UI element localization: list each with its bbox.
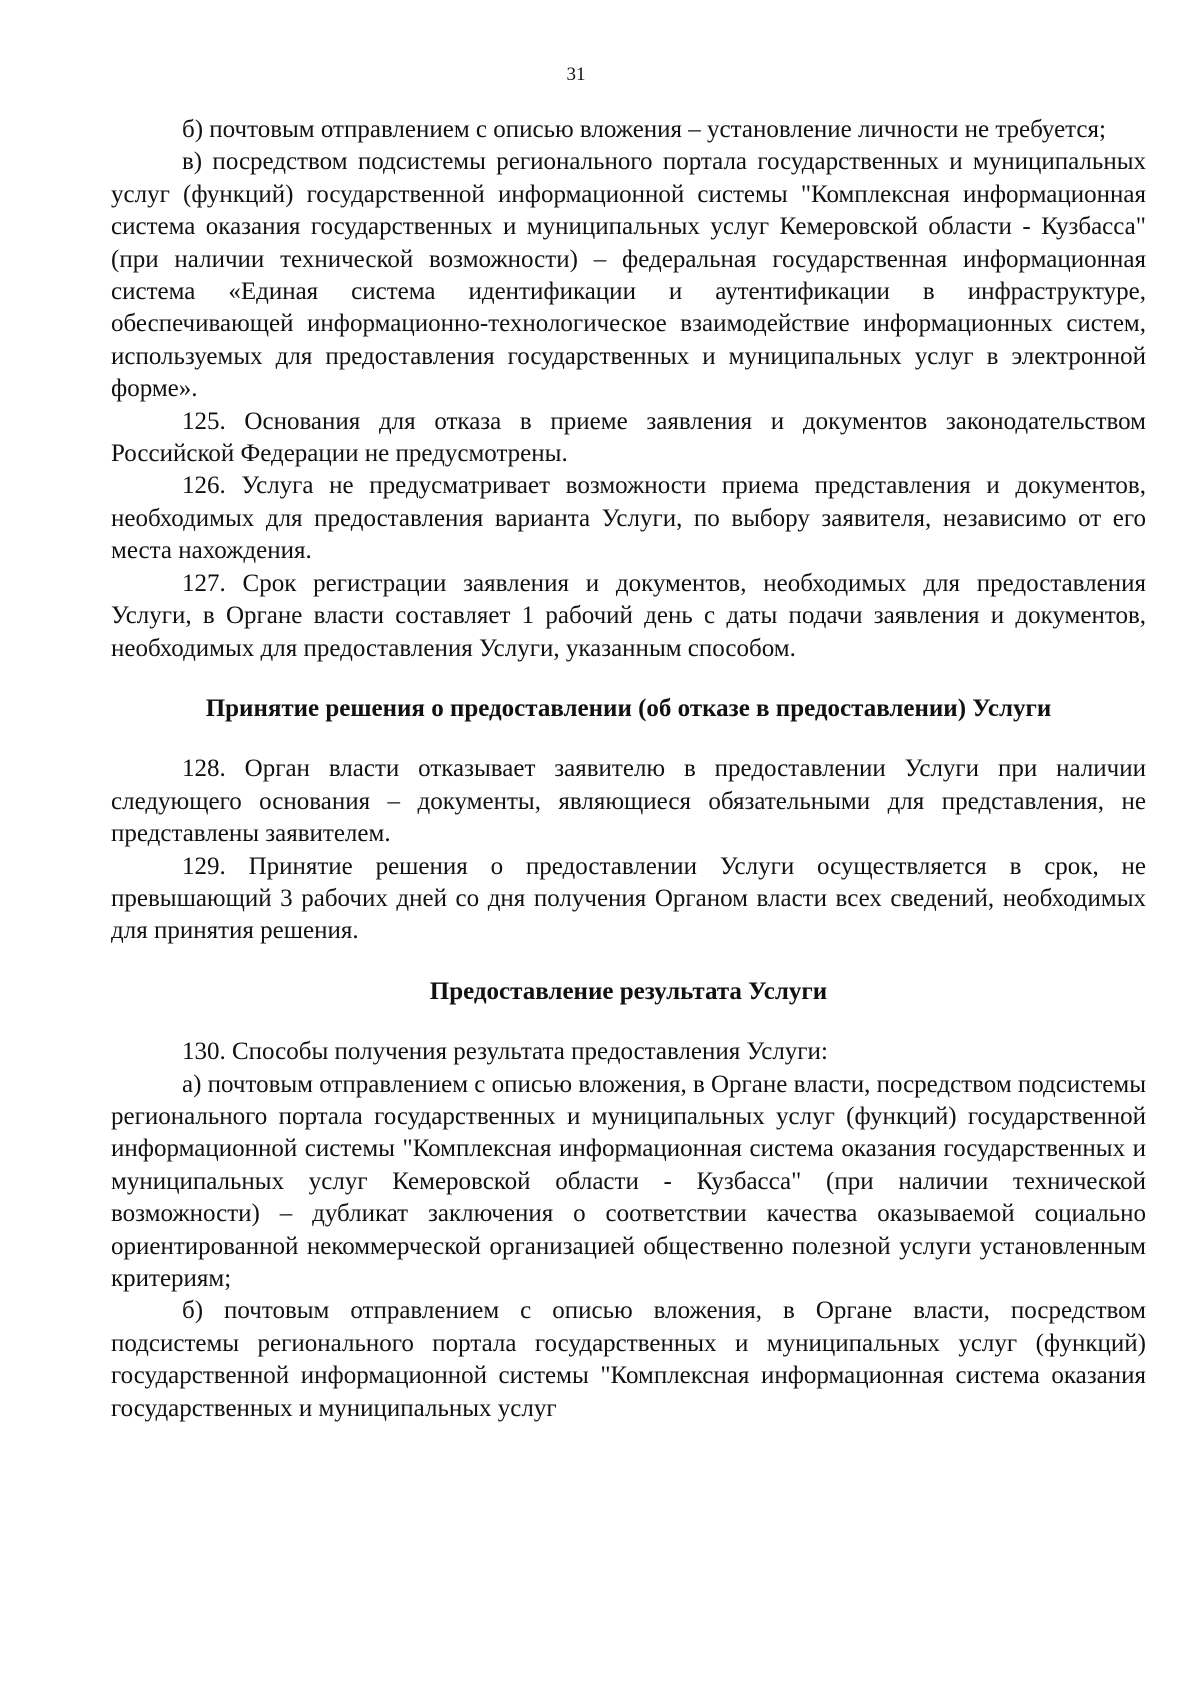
- paragraph-130: 130. Способы получения результата предоставления Услуги:: [182, 1038, 828, 1066]
- page-number: 31: [566, 64, 586, 85]
- paragraph-a-result: а) почтовым отправлением с описью вложения, в Органе власти, посредством подсистемы регионального портала государственных и муниципальных услуг (функций) государственной информационной системы "Комплексная информационная система оказания государственных и муниципальных услуг Кемеровской области - Кузбасса" (при наличии технической возможности) – дубликат заключения о соответствии качества оказываемой социально ориентированной некоммерческой организацией общественно полезной услуги установленным критериям;: [111, 1070, 1146, 1292]
- document-body: [111, 114, 1146, 1425]
- section-heading-decision: Принятие решения о предоставлении (об отказе в предоставлении) Услуги: [205, 694, 1052, 722]
- paragraph-b-mail: б) почтовым отправлением с описью вложения – установление личности не требуется;: [182, 116, 1106, 143]
- paragraph-125: 125. Основания для отказа в приеме заявления и документов законодательством Российской Федерации не предусмотрены.: [111, 407, 1146, 468]
- paragraph-127: 127. Срок регистрации заявления и документов, необходимых для предоставления Услуги, в Органе власти составляет 1 рабочий день с даты подачи заявления и документов, необходимых для предоставления Услуги, указанным способом.: [111, 569, 1146, 662]
- paragraph-129: 129. Принятие решения о предоставлении Услуги осуществляется в срок, не превышающий 3 рабочих дней со дня получения Органом власти всех сведений, необходимых для принятия решения.: [111, 852, 1146, 945]
- paragraph-126: 126. Услуга не предусматривает возможности приема представления и документов, необходимых для предоставления варианта Услуги, по выбору заявителя, независимо от его места нахождения.: [111, 472, 1146, 565]
- paragraph-v-portal: в) посредством подсистемы регионального портала государственных и муниципальных услуг (функций) государственной информационной системы "Комплексная информационная система оказания государственных и муниципальных услуг Кемеровской области - Кузбасса" (при наличии технической возможности) – федеральная государственная информационная система «Единая система идентификации и аутентификации в инфраструктуре, обеспечивающей информационно-технологическое взаимодействие информационных систем, используемых для предоставления государственных и муниципальных услуг в электронной форме».: [111, 148, 1146, 403]
- paragraph-128: 128. Орган власти отказывает заявителю в предоставлении Услуги при наличии следующего основания – документы, являющиеся обязательными для представления, не представлены заявителем.: [111, 755, 1146, 848]
- section-heading-result: Предоставление результата Услуги: [429, 977, 828, 1005]
- paragraph-b-result: б) почтовым отправлением с описью вложения, в Органе власти, посредством подсистемы регионального портала государственных и муниципальных услуг (функций) государственной информационной системы "Комплексная информационная система оказания государственных и муниципальных услуг: [111, 1297, 1146, 1422]
